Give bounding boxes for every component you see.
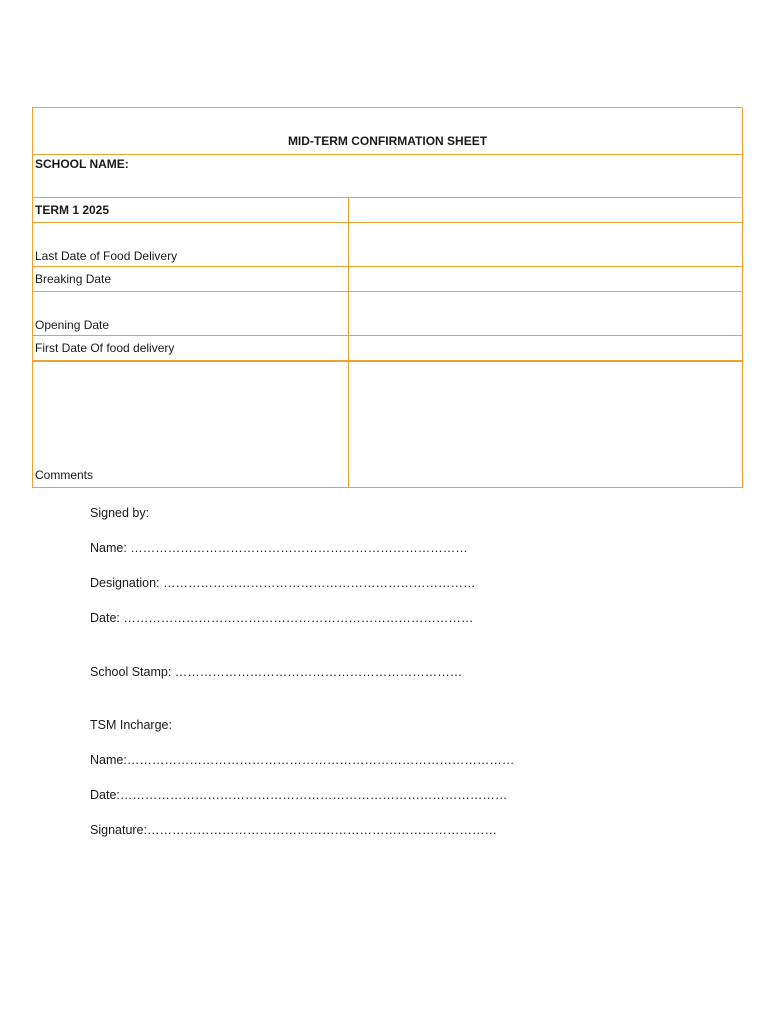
breaking-date-value-cell[interactable] — [349, 267, 743, 292]
comments-label: Comments — [33, 361, 349, 488]
signed-by-label: Signed by: — [90, 506, 150, 520]
signer-name-line[interactable]: Name: ……………………………………………………………………… — [90, 541, 468, 555]
sheet-title: MID-TERM CONFIRMATION SHEET — [33, 108, 743, 155]
last-food-delivery-label: Last Date of Food Delivery — [33, 223, 349, 267]
confirmation-table — [32, 107, 743, 488]
signer-designation-line[interactable]: Designation: ………………………………………………………………… — [90, 576, 476, 590]
first-food-delivery-value-cell[interactable] — [349, 336, 743, 362]
comments-value-cell[interactable] — [349, 361, 743, 488]
school-stamp-line[interactable]: School Stamp: …………………………………………………………… — [90, 665, 463, 679]
tsm-name-line[interactable]: Name:………………………………………………………………………………… — [90, 753, 515, 767]
first-food-delivery-label: First Date Of food delivery — [33, 336, 349, 362]
tsm-incharge-label: TSM Incharge: — [90, 718, 172, 732]
signer-date-line[interactable]: Date: ………………………………………………………………………… — [90, 611, 474, 625]
tsm-date-line[interactable]: Date:………………………………………………………………………………… — [90, 788, 508, 802]
opening-date-value-cell[interactable] — [349, 292, 743, 336]
tsm-signature-line[interactable]: Signature:………………………………………………………………………… — [90, 823, 497, 837]
last-food-delivery-value-cell[interactable] — [349, 223, 743, 267]
school-name-label: SCHOOL NAME: — [33, 155, 743, 198]
opening-date-label: Opening Date — [33, 292, 349, 336]
term-label: TERM 1 2025 — [33, 198, 349, 223]
breaking-date-label: Breaking Date — [33, 267, 349, 292]
term-value-cell[interactable] — [349, 198, 743, 223]
